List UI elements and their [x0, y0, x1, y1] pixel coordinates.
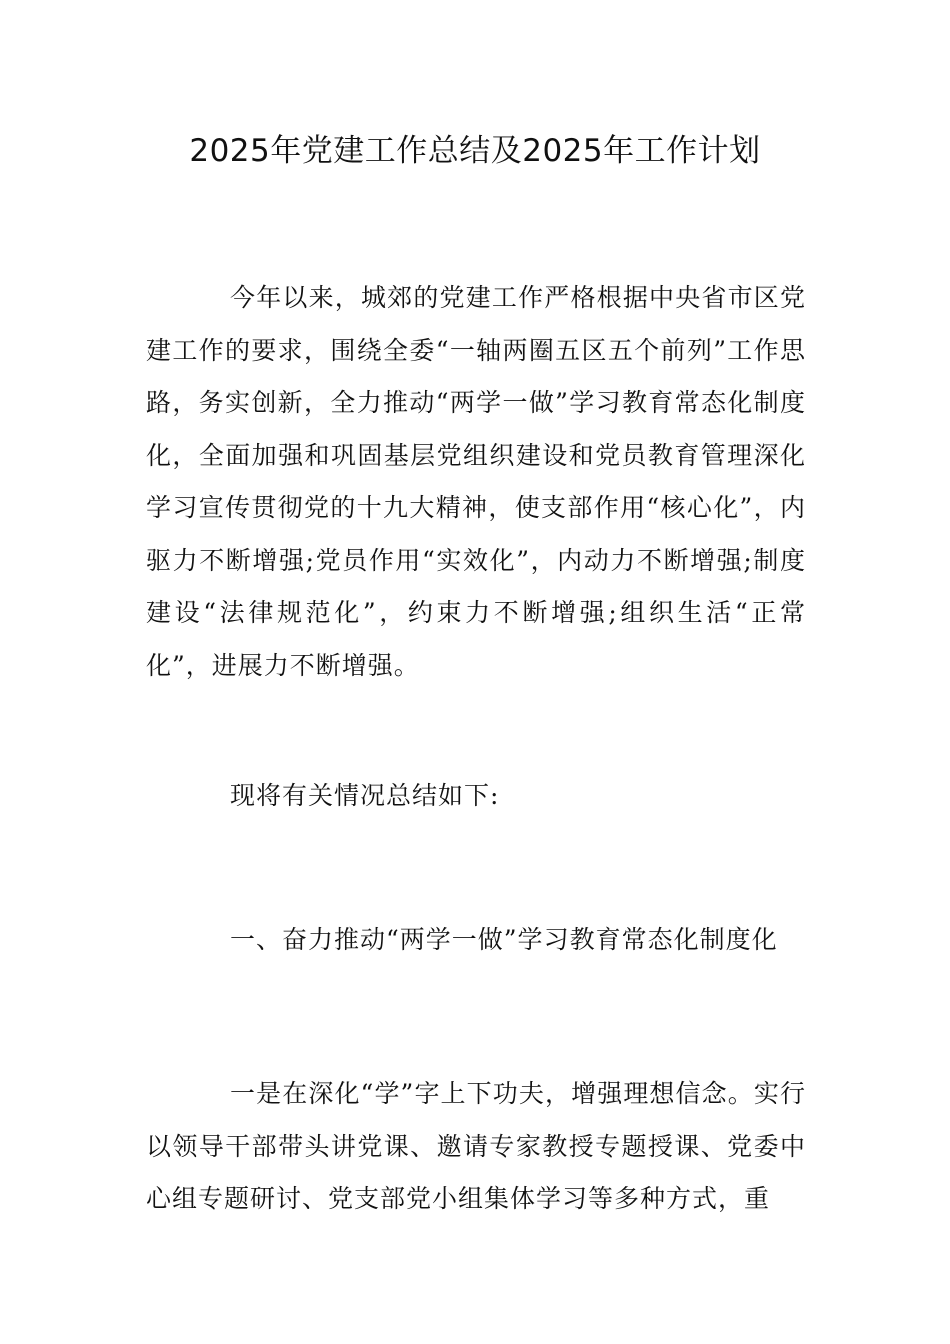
document-title: 2025年党建工作总结及2025年工作计划: [189, 133, 761, 169]
section-heading: 一、奋力推动“两学一做”学习教育常态化制度化: [230, 925, 778, 954]
point-paragraph: 一是在深化“学”字上下功夫，增强理想信念。实行以领导干部带头讲党课、邀请专家教授专题授课、党委中心组专题研讨、党支部党小组集体学习等多种方式，重: [146, 1079, 806, 1213]
summary-lead-paragraph: 现将有关情况总结如下:: [230, 781, 500, 810]
intro-paragraph: 今年以来，城郊的党建工作严格根据中央省市区党建工作的要求，围绕全委“一轴两圈五区五个前列”工作思路，务实创新，全力推动“两学一做”学习教育常态化制度化，全面加强和巩固基层党组织建设和党员教育管理深化学习宣传贯彻党的十九大精神，使支部作用“核心化”，内驱力不断增强;党员作用“实效化”，内动力不断增强;制度建设“法律规范化”，约束力不断增强;组织生活“正常化”，进展力不断增强。: [146, 283, 806, 680]
